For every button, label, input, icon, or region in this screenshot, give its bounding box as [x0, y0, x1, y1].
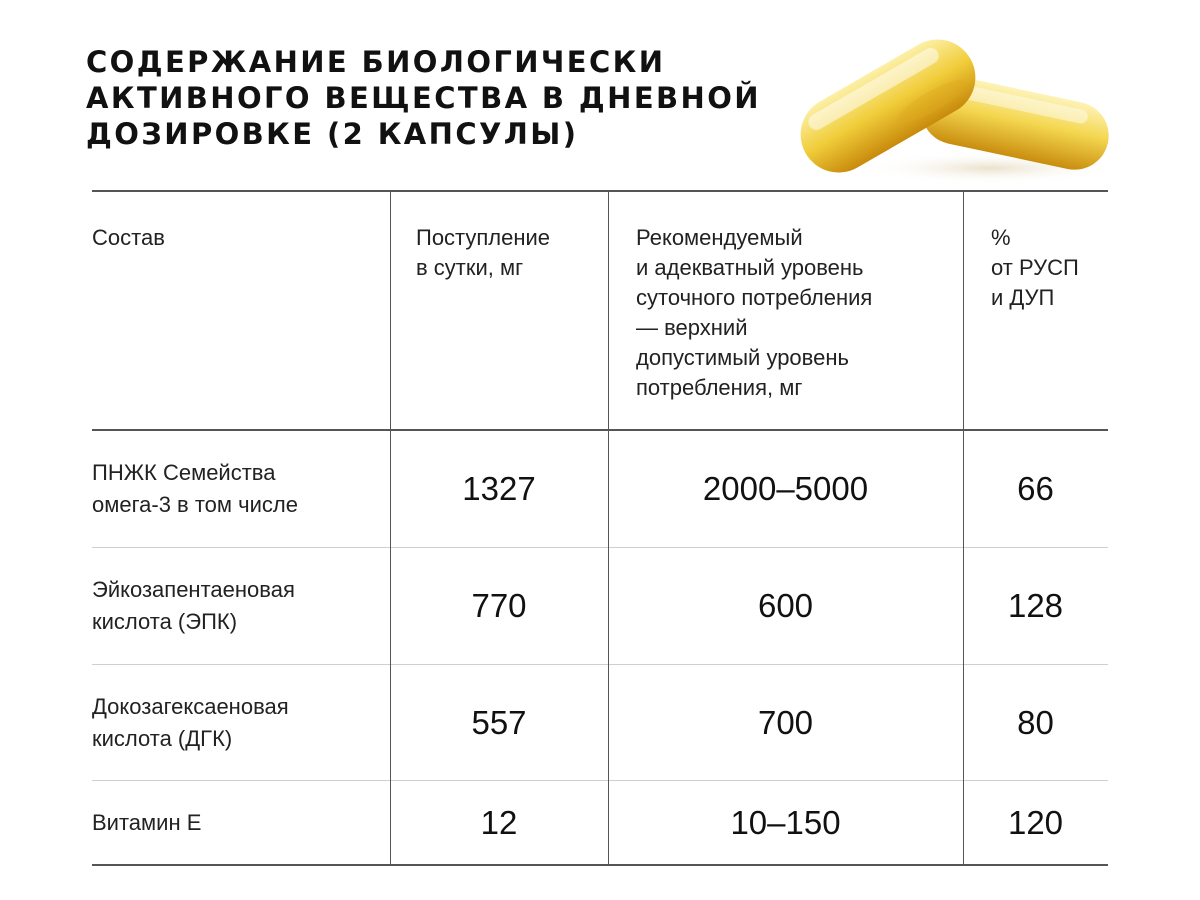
table-cell-percent: 120 — [1007, 803, 1064, 841]
table-cell-recommended: 700 — [757, 703, 814, 741]
table-row-name: Эйкозапентаеновая кислота (ЭПК) — [92, 577, 295, 634]
table-row-name: ПНЖК Семейства омега-3 в том числе — [92, 460, 298, 517]
header-composition: Состав — [92, 225, 165, 250]
title-line: СОДЕРЖАНИЕ БИОЛОГИЧЕСКИ — [86, 45, 666, 79]
capsules-image — [790, 18, 1120, 188]
table-row-name: Витамин E — [92, 809, 202, 835]
table-cell-intake: 557 — [471, 703, 527, 741]
header-recommended-level: Рекомендуемый и адекватный уровень суточного потребления — верхний допустимый уровень потребления, мг — [636, 225, 873, 400]
header-percent: % от РУСП и ДУП — [991, 225, 1079, 310]
table-top-border — [92, 190, 1108, 192]
title-line: АКТИВНОГО ВЕЩЕСТВА В ДНЕВНОЙ — [86, 81, 761, 115]
header-daily-intake: Поступление в сутки, мг — [416, 225, 551, 280]
table-cell-recommended: 2000–5000 — [702, 470, 869, 507]
table-cell-intake: 770 — [471, 587, 527, 624]
table-cell-percent: 80 — [1017, 703, 1054, 741]
table-cell-percent: 66 — [1017, 470, 1054, 507]
page-title — [86, 44, 786, 152]
title-line: ДОЗИРОВКЕ (2 КАПСУЛЫ) — [86, 117, 579, 151]
table-cell-recommended: 10–150 — [730, 803, 841, 841]
table-cell-intake: 1327 — [462, 470, 536, 507]
nutrient-table — [92, 190, 1108, 866]
table-row-name: Докозагексаеновая кислота (ДГК) — [92, 693, 289, 751]
table-cell-recommended: 600 — [757, 587, 814, 624]
table-bottom-border — [92, 864, 1108, 866]
table-cell-percent: 128 — [1007, 587, 1064, 624]
table-cell-intake: 12 — [480, 803, 518, 841]
